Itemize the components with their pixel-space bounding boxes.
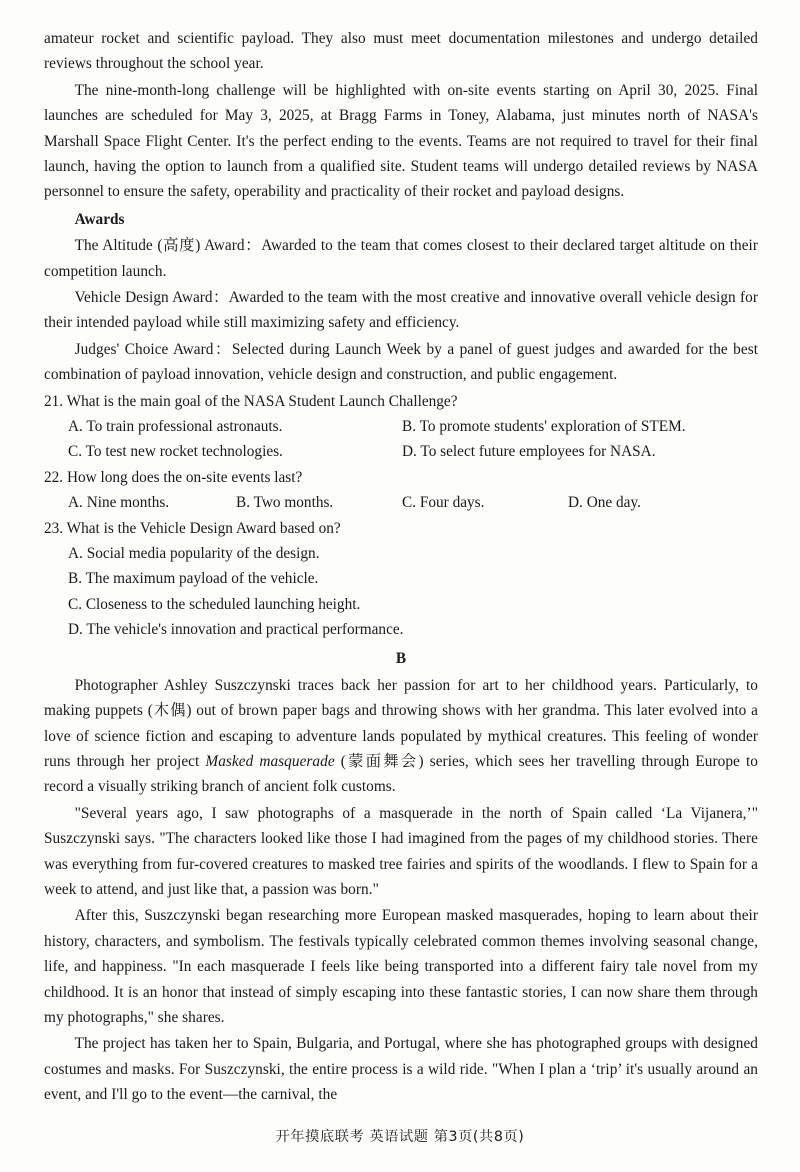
paragraph-continued: amateur rocket and scientific payload. They also must meet documentation milestones and undergo detailed reviews throughout the school year. <box>44 30 758 73</box>
award-vehicle-design: Vehicle Design Award：Awarded to the team with the most creative and innovative overall vehicle design for their intended payload while still maximizing safety and efficiency. <box>44 289 758 332</box>
question-21-stem: 21. What is the main goal of the NASA Student Launch Challenge? <box>44 392 458 410</box>
question-23-option-b[interactable]: B. The maximum payload of the vehicle. <box>68 570 319 588</box>
page-content <box>44 26 758 1109</box>
project-title: Masked masquerade <box>205 752 335 770</box>
section-b-paragraph-1 <box>44 673 758 800</box>
award-judges-choice: Judges' Choice Award：Selected during Launch Week by a panel of guest judges and awarded for the best combination of payload innovation, vehicle design and construction, and public engagement. <box>44 340 758 384</box>
question-21-options-row-1 <box>44 414 758 439</box>
question-22-option-c[interactable]: C. Four days. <box>402 494 485 512</box>
question-23-option-d[interactable]: D. The vehicle's innovation and practical performance. <box>68 621 404 639</box>
question-22-options-row <box>44 490 758 515</box>
section-b-p1-post: (蒙面舞会) series, which sees her travelling through Europe to record a visually striking branch of ancient folk customs. <box>44 752 758 796</box>
section-b-label: B <box>395 649 407 667</box>
question-21-option-b[interactable]: B. To promote students' exploration of STEM. <box>402 418 686 436</box>
section-b-paragraph-3: After this, Suszczynski began researching more European masked masquerades, hoping to learn about their history, characters, and symbolism. The festivals typically celebrated common themes involving seasonal change, life, and happiness. "In each masquerade I feels like being transported into a different fairy tale novel from my childhood. It is an honor that instead of simply escaping into these fantastic stories, I can now share them through my photographs," she shares. <box>44 907 758 1026</box>
page-footer: 开年摸底联考 英语试题 第3页(共8页) <box>275 1129 525 1145</box>
question-23-stem: 23. What is the Vehicle Design Award based on? <box>44 519 341 537</box>
awards-heading: Awards <box>74 210 125 228</box>
paragraph-challenge-details: The nine-month-long challenge will be highlighted with on-site events starting on April 30, 2025. Final launches are scheduled for May 3, 2025, at Bragg Farms in Toney, Alabama, just minutes north of NASA's Marshall Space Flight Center. It's the perfect ending to the events. Teams are not required to travel for their final launch, having the option to launch from a qualified site. Student teams will undergo detailed reviews by NASA personnel to ensure the safety, operability and practicality of their rocket and payload designs. <box>44 81 758 201</box>
question-21-option-d[interactable]: D. To select future employees for NASA. <box>402 443 656 461</box>
question-22-stem: 22. How long does the on-site events last? <box>44 468 303 486</box>
question-23-option-a[interactable]: A. Social media popularity of the design. <box>68 545 320 563</box>
award-altitude: The Altitude (高度) Award：Awarded to the team that comes closest to their declared target altitude on their competition launch. <box>44 237 758 280</box>
section-b-p1-pre: Photographer Ashley Suszczynski traces back her passion for art to her childhood years. Particularly, to making puppets (木偶) out of brown paper bags and throwing shows with her grandma. This later evolved into a love of science fiction and escaping to adventure lands populated by mythical creatures. This feeling of wonder runs through her project <box>44 676 758 770</box>
section-b-paragraph-2: "Several years ago, I saw photographs of a masquerade in the north of Spain called ‘La Vijanera,’" Suszczynski says. "The characters looked like those I had imagined from the pages of my childhood stories. There was everything from fur-covered creatures to masked tree fairies and spirits of the woodlands. I flew to Spain for a week to attend, and just like that, a passion was born." <box>44 804 758 898</box>
question-21-options-row-2 <box>44 439 758 464</box>
section-b-paragraph-4: The project has taken her to Spain, Bulgaria, and Portugal, where she has photographed groups with designed costumes and masks. For Suszczynski, the entire process is a wild ride. "When I plan a ‘trip’ it's usually around an event, and I'll go to the event—the carnival, the <box>44 1035 758 1104</box>
question-22-option-d[interactable]: D. One day. <box>568 494 641 512</box>
question-21-option-a[interactable]: A. To train professional astronauts. <box>68 418 283 436</box>
question-23-option-c[interactable]: C. Closeness to the scheduled launching height. <box>68 595 361 613</box>
question-22-option-b[interactable]: B. Two months. <box>236 494 334 512</box>
question-22-option-a[interactable]: A. Nine months. <box>68 494 170 512</box>
question-21-option-c[interactable]: C. To test new rocket technologies. <box>68 443 283 461</box>
